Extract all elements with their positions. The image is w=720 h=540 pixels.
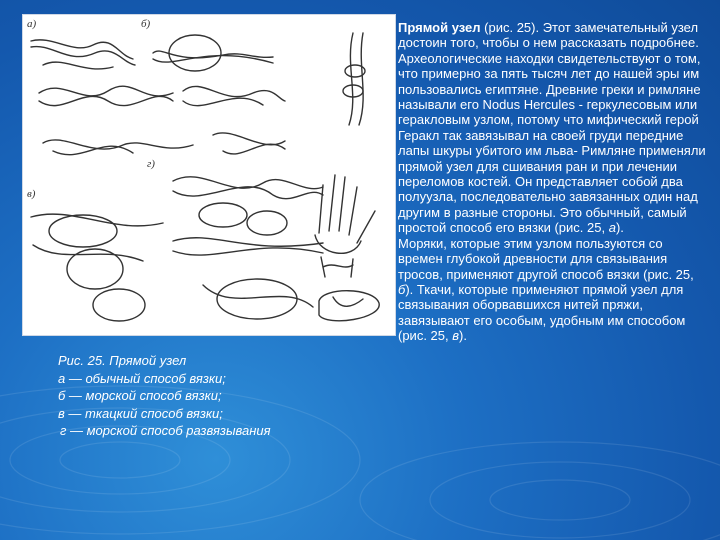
bullet-1-heading: Прямой узел bbox=[398, 20, 481, 35]
bullet-2-tail: ). bbox=[459, 328, 467, 344]
bullet-2-text: Моряки, которые этим узлом пользуются со времен глубокой древности для связывания тросов, применяют другой способ вязки (рис. 25, bbox=[398, 235, 694, 282]
bullet-item-straight-knot bbox=[376, 20, 710, 236]
caption-title: Рис. 25. Прямой узел bbox=[58, 353, 187, 368]
knot-drawings bbox=[23, 15, 395, 335]
bullet-1-tail: ). bbox=[615, 220, 624, 236]
bullet-item-sailors bbox=[376, 236, 710, 344]
bullet-list bbox=[376, 20, 710, 344]
bullet-1-ref: а bbox=[608, 220, 616, 236]
figure-caption bbox=[58, 352, 378, 440]
bullet-1-text: (рис. 25). Этот замечательный узел достоин того, чтобы о нем рассказать подробнее. Археологические находки свидетельствуют о том, что примерно за пять тысяч лет до нашей эры им пользовались египтяне. Древние греки и римляне называли его Nodus Hercules - геркулесовым или геракловым узлом, потому что мифический герой Геракл так завязывал на своей груди передние лапы шкуры убитого им льва- Римляне применяли прямой узел для сшивания ран и при лечении переломов костей. Он представляет собой два полуузла, последовательно завязанных один над другим в разные стороны. Это обычный, самый простой способ его вязки (рис. 25, bbox=[398, 20, 706, 236]
caption-line-d: г — морской способ развязывания bbox=[60, 423, 271, 438]
arrow-bullet-icon bbox=[378, 237, 392, 251]
knot-figure-image bbox=[22, 14, 396, 336]
caption-line-b: б — морской способ вязки; bbox=[58, 388, 222, 403]
caption-line-a: а — обычный способ вязки; bbox=[58, 370, 226, 386]
figure-label-b: б) bbox=[141, 18, 151, 30]
figure-label-v: в) bbox=[27, 188, 36, 200]
caption-line-c: в — ткацкий способ вязки; bbox=[58, 405, 223, 421]
bullet-2-ref2: в bbox=[452, 328, 460, 344]
arrow-bullet-icon bbox=[378, 21, 392, 35]
figure-label-g: г) bbox=[147, 158, 155, 170]
bullet-2-ref: б bbox=[398, 281, 406, 297]
figure-label-a: а) bbox=[27, 18, 37, 30]
bullet-2-text2: ). Ткачи, которые применяют прямой узел для связывания оборвавшихся нитей пряжи, завязывают его особым, удобным им способом (рис. 25, bbox=[398, 281, 686, 344]
